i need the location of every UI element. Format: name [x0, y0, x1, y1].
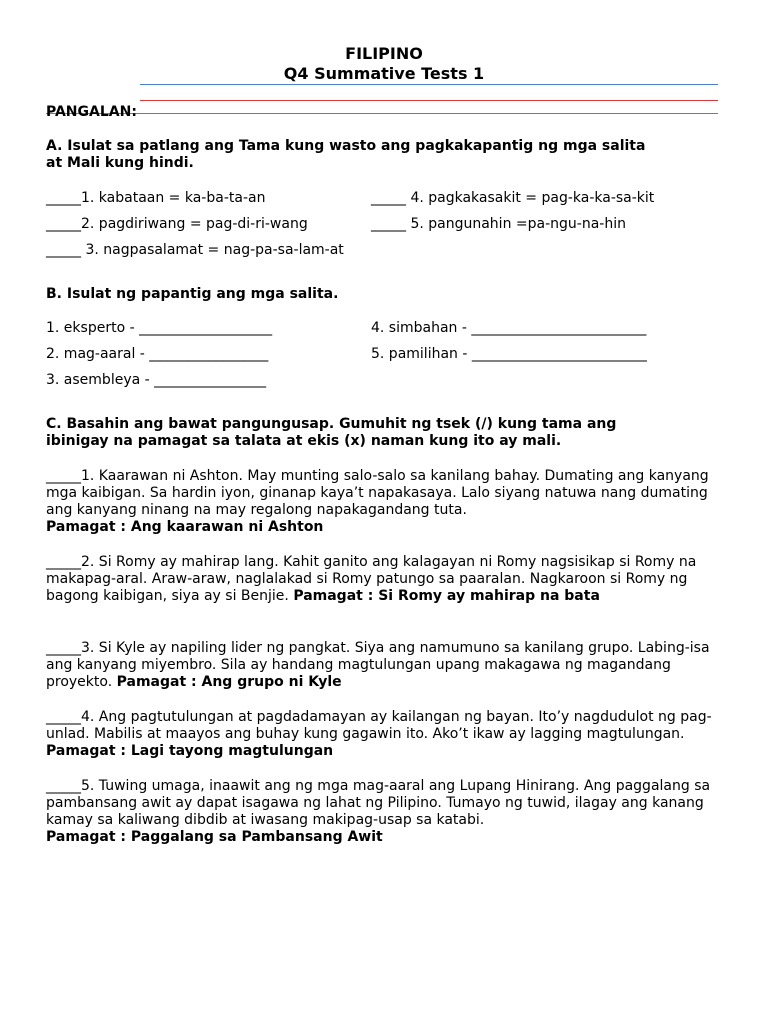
section-a-item: _____ 3. nagpasalamat = nag-pa-sa-lam-at	[46, 242, 344, 258]
section-b-item: 5. pamilihan - _________________________	[371, 346, 647, 362]
item-text: _____3. Si Kyle ay napiling lider ng pangkat. Siya ang namumuno sa kanilang grupo. Labing-isa ang kanyang miyembro. Sila ay handang magtulungan upang makagawa ng magandang proyekto.	[46, 640, 710, 690]
section-c-item-4	[46, 709, 716, 760]
header-rule-middle	[140, 100, 718, 101]
item-text: _____4. Ang pagtutulungan at pagdadamayan ay kailangan ng bayan. Ito’y nagdudulot ng pag-unlad. Mabilis at maayos ang buhay kung gagawin ito. Ako’t ikaw ay lagging magtulungan.	[46, 709, 712, 742]
item-title: Pamagat : Ang kaarawan ni Ashton	[46, 519, 324, 535]
section-a-item: _____ 5. pangunahin =pa-ngu-na-hin	[371, 216, 626, 232]
section-c-item-5	[46, 778, 716, 846]
section-a-instruction-line1: A. Isulat sa patlang ang Tama kung wasto ang pagkakapantig ng mga salita	[46, 138, 646, 154]
subject-title: FILIPINO	[345, 44, 423, 63]
test-title: Q4 Summative Tests 1	[283, 64, 485, 83]
item-text: _____1. Kaarawan ni Ashton. May munting salo-salo sa kanilang bahay. Dumating ang kanyang mga kaibigan. Sa hardin iyon, ginanap kaya’t napakasaya. Lalo siyang natuwa nang dumating ang kanyang ninang na may regalong napakagandang tuta.	[46, 468, 709, 518]
item-text: _____5. Tuwing umaga, inaawit ang ng mga mag-aaral ang Lupang Hinirang. Ang paggalang sa pambansang awit ay dapat isagawa ng lahat ng Pilipino. Tumayo ng tuwid, ilagay ang kanang kamay sa kaliwang dibdib at iwasang makipag-usap sa katabi.	[46, 778, 711, 828]
header-rule-top	[140, 84, 718, 85]
section-c-item-3	[46, 640, 716, 691]
section-b-instruction: B. Isulat ng papantig ang mga salita.	[46, 286, 339, 302]
section-a-item: _____2. pagdiriwang = pag-di-ri-wang	[46, 216, 308, 232]
section-c-item-1	[46, 468, 716, 536]
item-title: Pamagat : Si Romy ay mahirap na bata	[293, 588, 600, 604]
section-a-instruction-line2: at Mali kung hindi.	[46, 155, 194, 171]
section-b-item: 1. eksperto - ___________________	[46, 320, 273, 336]
item-title: Pamagat : Ang grupo ni Kyle	[116, 674, 342, 690]
section-c-instruction-line1: C. Basahin ang bawat pangungusap. Gumuhit ng tsek (/) kung tama ang	[46, 416, 617, 432]
name-label: PANGALAN:	[46, 104, 137, 120]
section-c-item-2	[46, 554, 716, 605]
section-a-item: _____1. kabataan = ka-ba-ta-an	[46, 190, 266, 206]
item-title: Pamagat : Lagi tayong magtulungan	[46, 743, 334, 759]
section-b-item: 3. asembleya - ________________	[46, 372, 267, 388]
section-b-item: 4. simbahan - _________________________	[371, 320, 647, 336]
item-title: Pamagat : Paggalang sa Pambansang Awit	[46, 829, 383, 845]
item-text: _____2. Si Romy ay mahirap lang. Kahit ganito ang kalagayan ni Romy nagsisikap si Romy na makapag-aral. Araw-araw, naglalakad si Romy patungo sa paaralan. Nagkaroon si Romy ng bagong kaibigan, siya ay si Benjie.	[46, 554, 697, 604]
header-rule-bottom	[46, 113, 718, 114]
section-c-instruction-line2: ibinigay na pamagat sa talata at ekis (x) naman kung ito ay mali.	[46, 433, 562, 449]
section-b-item: 2. mag-aaral - _________________	[46, 346, 269, 362]
section-a-item: _____ 4. pagkakasakit = pag-ka-ka-sa-kit	[371, 190, 655, 206]
